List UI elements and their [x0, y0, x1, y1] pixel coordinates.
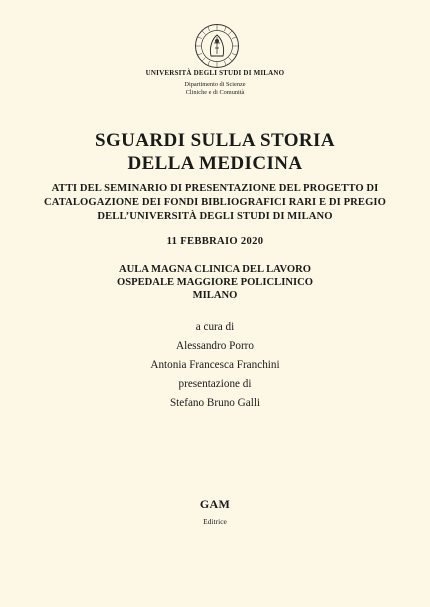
venue-line-3: MILANO [192, 290, 238, 301]
book-subtitle-line-3: DELL’UNIVERSITÀ DEGLI STUDI DI MILANO [97, 211, 333, 222]
editor-name-2: Antonia Francesca Franchini [150, 359, 280, 371]
edited-by-label: a cura di [195, 321, 235, 333]
department-line-1: Dipartimento di Scienze [184, 81, 246, 88]
university-name: UNIVERSITÀ DEGLI STUDI DI MILANO [145, 69, 285, 77]
book-title [0, 129, 430, 175]
venue-line-1: AULA MAGNA CLINICA DEL LAVORO [118, 264, 312, 275]
seminar-venue [0, 263, 430, 302]
university-seal-icon [194, 23, 240, 69]
department-name [0, 81, 430, 96]
publisher-name: GAM [199, 497, 231, 511]
book-subtitle-line-1: ATTI DEL SEMINARIO DI PRESENTAZIONE DEL PROGETTO DI [51, 183, 379, 194]
seminar-date: 11 FEBBRAIO 2020 [166, 236, 264, 247]
editors-credits [0, 318, 430, 413]
venue-line-2: OSPEDALE MAGGIORE POLICLINICO [116, 277, 313, 288]
editor-name-1: Alessandro Porro [176, 340, 254, 352]
foreword-by-label: presentazione di [178, 378, 252, 390]
publisher-type: Editrice [203, 517, 227, 526]
department-line-2: Cliniche e di Comunità [185, 88, 245, 96]
book-title-line-1: SGUARDI SULLA STORIA [95, 130, 335, 151]
book-title-line-2: DELLA MEDICINA [127, 153, 303, 174]
foreword-author: Stefano Bruno Galli [169, 397, 261, 409]
book-subtitle-line-2: CATALOGAZIONE DEI FONDI BIBLIOGRAFICI RARI E DI PREGIO [44, 197, 386, 208]
book-subtitle [0, 182, 430, 224]
